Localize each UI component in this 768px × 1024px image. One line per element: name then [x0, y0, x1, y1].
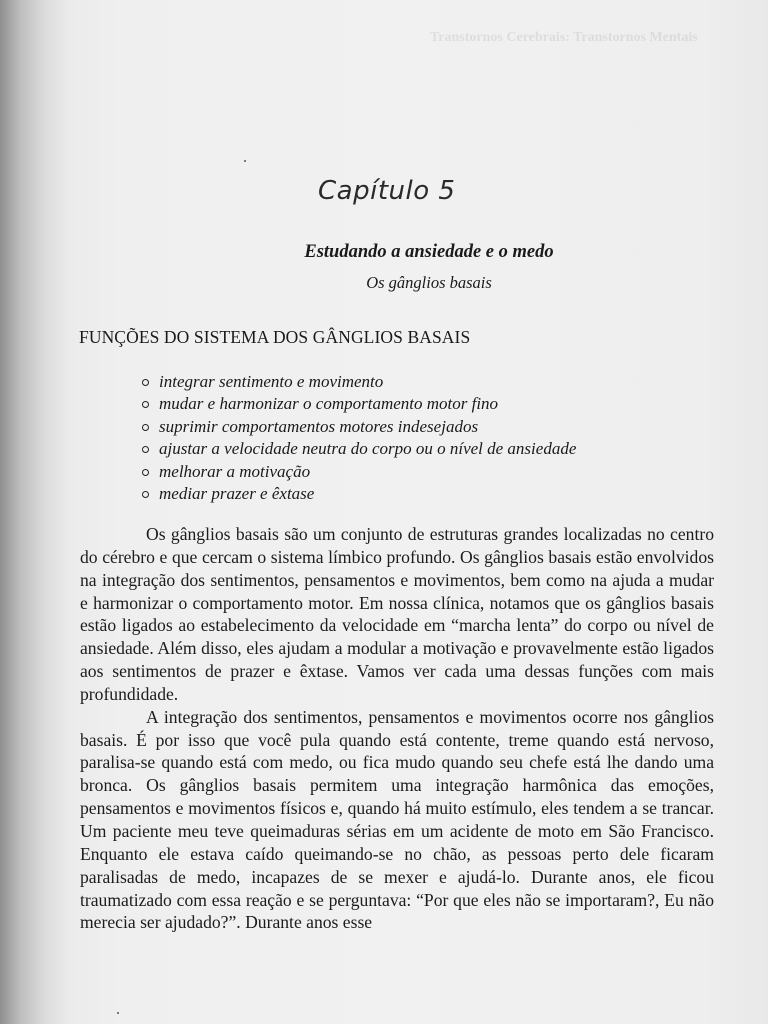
list-item [140, 483, 576, 505]
bullet-icon [142, 424, 149, 431]
paper-speck [244, 160, 246, 162]
list-item-text: mediar prazer e êxtase [159, 483, 315, 503]
list-item [140, 393, 576, 415]
list-item [140, 371, 576, 393]
body-paragraph: A integração dos sentimentos, pensamentos e movimentos ocorre nos gânglios basais. É por isso que você pula quando está contente, treme quando está nervoso, paralisa-se quando está com medo, ou fica mudo quando seu chefe está lhe dando uma bronca. Os gânglios basais permitem uma integração harmônica das emoções, pensamentos e movimentos físicos e, quando há muito estímulo, eles tendem a se trancar. Um paciente meu teve queimaduras sérias em um acidente de moto em São Francisco. Enquanto ele estava caído queimando-se no chão, as pessoas perto dele ficaram paralisadas de medo, incapazes de se mexer e ajudá-lo. Durante anos, ele ficou traumatizado com essa reação e se perguntava: “Por que eles não se importaram?, Eu não merecia ser ajudado?”. Durante anos esse [80, 706, 714, 933]
bullet-icon [142, 379, 149, 386]
body-text [80, 523, 714, 934]
list-item-text: integrar sentimento e movimento [159, 372, 384, 391]
functions-list [140, 371, 576, 505]
chapter-label: Capítulo 5 [318, 176, 456, 206]
chapter-subtitle: Os gânglios basais [366, 273, 492, 292]
body-paragraph: Os gânglios basais são um conjunto de estruturas grandes localizadas no centro do cérebro e que cercam o sistema límbico profundo. Os gânglios basais estão envolvidos na integração dos sentimentos, pensamentos e movimentos, bem como na ajuda a mudar e harmonizar o comportamento motor. Em nossa clínica, notamos que os gânglios basais estão ligados ao estabelecimento da velocidade em “marcha lenta” do corpo ou nível de ansiedade. Além disso, eles ajudam a modular a motivação e provavelmente estão ligados aos sentimentos de prazer e êxtase. Vamos ver cada uma dessas funções com mais profundidade. [80, 524, 714, 704]
section-heading: FUNÇÕES DO SISTEMA DOS GÂNGLIOS BASAIS [79, 327, 471, 347]
list-item [140, 416, 576, 438]
bullet-icon [142, 401, 149, 408]
list-item [140, 461, 576, 483]
paper-speck [117, 1012, 119, 1014]
bullet-icon [142, 446, 149, 453]
bullet-icon [142, 491, 149, 498]
list-item-text: suprimir comportamentos motores indesejados [159, 416, 479, 436]
list-item-text: melhorar a motivação [159, 461, 311, 481]
list-item-text: mudar e harmonizar o comportamento motor fino [159, 394, 499, 414]
bullet-icon [142, 469, 149, 476]
show-through-running-head: Transtornos Cerebrais: Transtornos Mentais [430, 30, 698, 45]
chapter-title: Estudando a ansiedade e o medo [304, 242, 554, 262]
list-item [140, 438, 576, 460]
list-item-text: ajustar a velocidade neutra do corpo ou o nível de ansiedade [159, 439, 577, 459]
